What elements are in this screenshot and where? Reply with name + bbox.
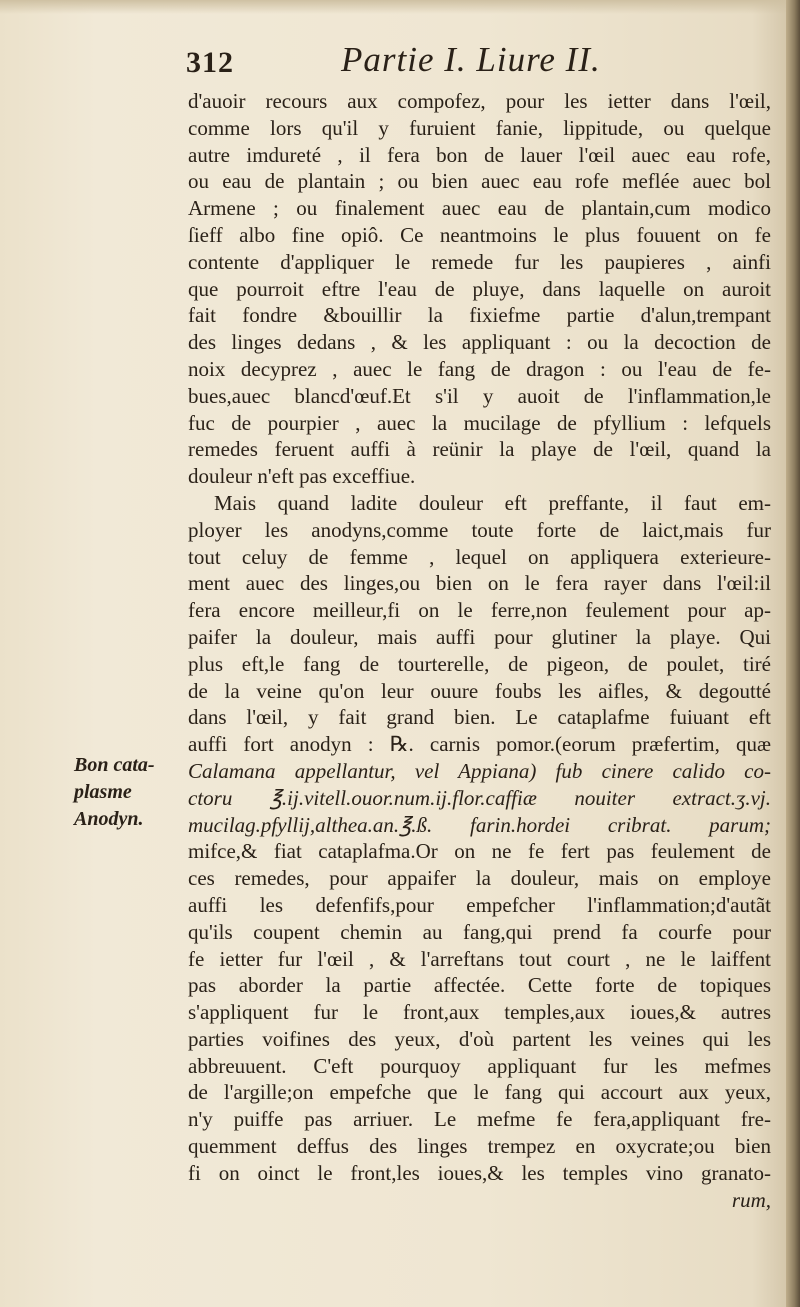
- text-line: ployer les anodyns,comme toute forte de laict,mais fur: [188, 517, 771, 542]
- text-line: n'y puiffe pas arriuer. Le mefme fe fera,appliquant fre-: [188, 1107, 771, 1132]
- text-line: des linges dedans , & les appliquant : ou la decoction de: [188, 330, 771, 355]
- page-header: [186, 40, 771, 90]
- text-line: paifer la douleur, mais auffi pour glutiner la playe. Qui: [188, 624, 771, 649]
- text-line: fait fondre &bouillir la fixiefme partie d'alun,trempant: [188, 303, 771, 328]
- text-line: d'auoir recours aux compofez, pour les ietter dans l'œil,: [188, 89, 771, 113]
- text-line: quemment deffus des linges trempez en oxycrate;ou bien: [188, 1134, 771, 1159]
- text-line: Calamana appellantur, vel Appiana) fub cinere calido co-: [188, 758, 771, 783]
- text-line: auffi les defenfifs,pour empefcher l'inflammation;d'autãt: [188, 892, 771, 917]
- text-line: parties voifines des yeux, d'où partent les veines qui les: [188, 1026, 771, 1051]
- text-line: tout celuy de femme , lequel on appliquera exterieure-: [188, 544, 771, 569]
- text-line: ſieff albo fine opiô. Ce neantmoins le plus fouuent on fe: [188, 222, 771, 247]
- margin-note-line: Anodyn.: [74, 808, 144, 830]
- text-line: rum,: [731, 1187, 771, 1212]
- text-line: Armene ; ou finalement auec eau de plantain,cum modico: [188, 196, 771, 221]
- page-edge: [786, 0, 800, 1307]
- margin-note: [74, 752, 174, 833]
- text-line: mifce,& fiat cataplafma.Or on ne fe fert pas feulement de: [188, 839, 771, 864]
- body-text: [188, 88, 771, 1213]
- text-line: qu'ils coupent chemin au fang,qui prend fa courfe pour: [188, 919, 771, 944]
- text-line: douleur n'eft pas exceffiue.: [188, 464, 416, 489]
- page-number: 312: [186, 46, 234, 79]
- text-line: ces remedes, pour appaifer la douleur, mais on employe: [188, 866, 771, 891]
- text-line: fe ietter fur l'œil , & l'arreftans tout court , ne le laiffent: [188, 946, 771, 971]
- text-line: autre imdureté , il fera bon de lauer l'œil auec eau rofe,: [188, 142, 771, 167]
- text-line: comme lors qu'il y furuient fanie, lippitude, ou quelque: [188, 115, 771, 140]
- text-line: bues,auec blancd'œuf.Et s'il y auoit de l'inflammation,le: [188, 383, 771, 408]
- text-line: s'appliquent fur le front,aux temples,aux ioues,& autres: [188, 1000, 771, 1025]
- page-top-shadow: [0, 0, 800, 14]
- text-line: mucilag.pfyllij,althea.an.℥.ß. farin.hordei cribrat. parum;: [188, 812, 771, 837]
- text-line: ctoru ℥.ij.vitell.ouor.num.ij.flor.caffiæ nouiter extract.ʒ.vj.: [188, 785, 771, 810]
- text-line: abbreuuent. C'eft pourquoy appliquant fur les mefmes: [188, 1053, 771, 1078]
- text-line: ment auec des linges,ou bien on le fera rayer dans l'œil:il: [188, 571, 771, 596]
- text-line: fi on oinct le front,les ioues,& les temples vino granato-: [188, 1160, 771, 1185]
- text-line: remedes feruent auffi à reünir la playe de l'œil, quand la: [188, 437, 771, 462]
- text-line: pas aborder la partie affectée. Cette forte de topiques: [188, 973, 771, 998]
- margin-note-line: Bon cata-: [74, 754, 155, 776]
- text-line: Mais quand ladite douleur eft preffante, il faut em-: [214, 490, 771, 515]
- text-line: fera encore meilleur,fi on le ferre,non feulement pour ap-: [188, 598, 771, 623]
- text-line: noix decyprez , auec le fang de dragon : ou l'eau de fe-: [188, 356, 771, 381]
- margin-note-line: plasme: [74, 781, 132, 803]
- running-title: Partie I. Liure II.: [341, 40, 601, 79]
- text-line: contente d'appliquer le remede fur les paupieres , ainfi: [188, 249, 771, 274]
- text-line: fuc de pourpier , auec la mucilage de pfyllium : lefquels: [188, 410, 771, 435]
- text-line: plus eft,le fang de tourterelle, de pigeon, de poulet, tiré: [188, 651, 771, 676]
- text-line: de l'argille;on empefche que le fang qui accourt aux yeux,: [188, 1080, 771, 1105]
- text-line: de la veine qu'on leur ouure foubs les aifles, & degoutté: [188, 678, 771, 703]
- text-line: ou eau de plantain ; ou bien auec eau rofe meflée auec bol: [188, 169, 771, 194]
- text-line: dans l'œil, y fait grand bien. Le cataplafme fuiuant eft: [188, 705, 771, 730]
- text-line: auffi fort anodyn : ℞. carnis pomor.(eorum præfertim, quæ: [188, 732, 771, 757]
- text-line: que pourroit eftre l'eau de pluye, dans laquelle on auroit: [188, 276, 771, 301]
